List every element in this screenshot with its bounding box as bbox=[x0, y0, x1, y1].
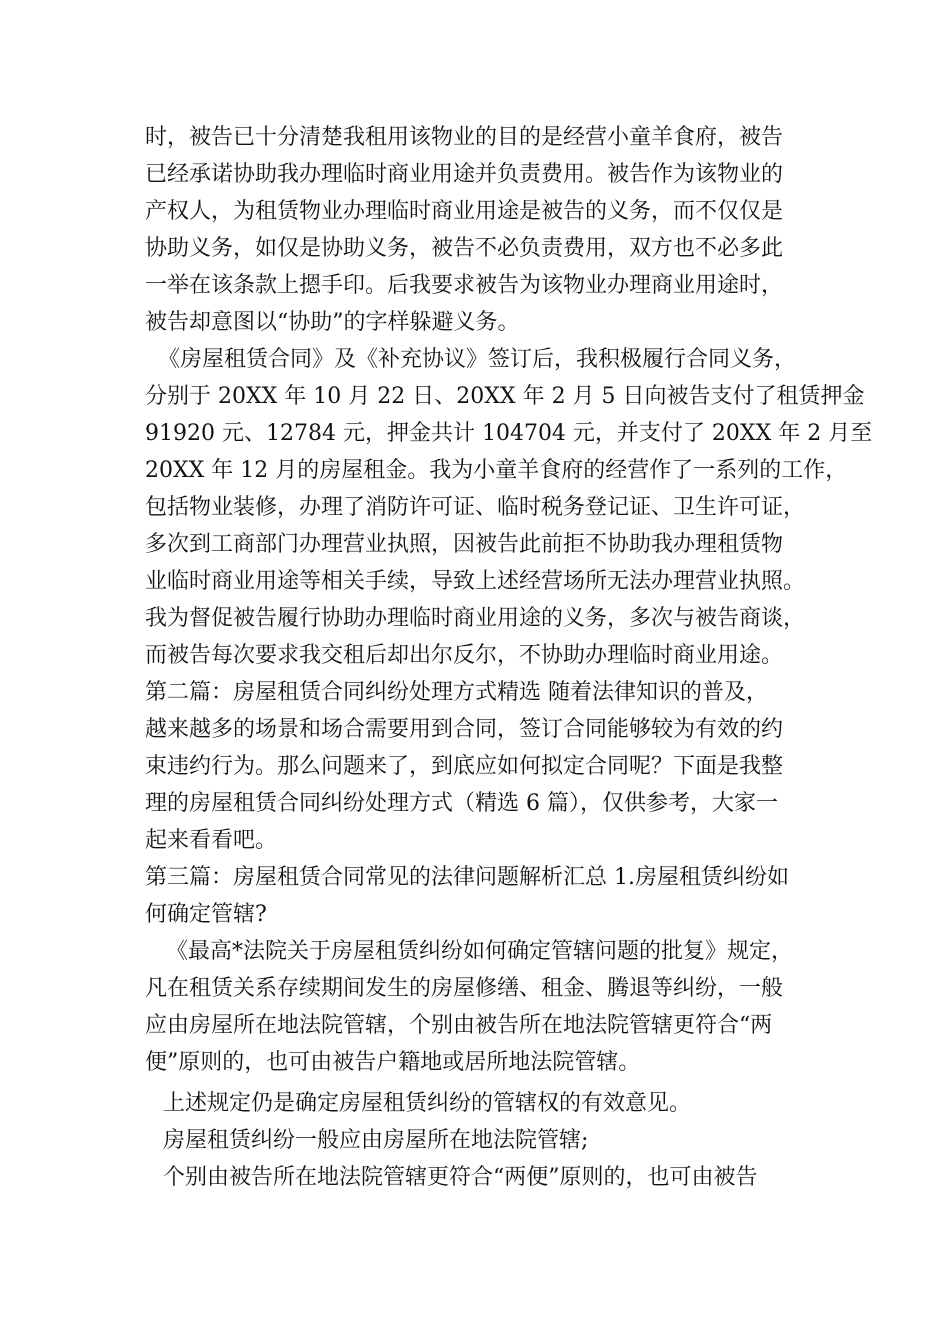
text-line: 包括物业装修，办理了消防许可证、临时税务登记证、卫生许可证， bbox=[145, 495, 806, 520]
text-line: 我为督促被告履行协助办理临时商业用途的义务，多次与被告商谈， bbox=[145, 606, 806, 631]
text-line: 91920 元、12784 元，押金共计 104704 元，并支付了 20XX 年 2 月至 bbox=[145, 421, 873, 446]
text-line: 便”原则的，也可由被告户籍地或居所地法院管辖。 bbox=[145, 1050, 641, 1075]
text-line: 产权人，为租赁物业办理临时商业用途是被告的义务，而不仅仅是 bbox=[145, 199, 784, 224]
text-line: 理的房屋租赁合同纠纷处理方式（精选 6 篇），仅供参考，大家一 bbox=[145, 791, 778, 816]
text-line: 起来看看吧。 bbox=[145, 828, 278, 853]
text-line: 分别于 20XX 年 10 月 22 日、20XX 年 2 月 5 日向被告支付了租赁押金 bbox=[145, 384, 865, 409]
text-line: 协助义务，如仅是协助义务，被告不必负责费用，双方也不必多此 bbox=[145, 236, 784, 261]
text-line: 而被告每次要求我交租后却出尔反尔，不协助办理临时商业用途。 bbox=[145, 643, 784, 668]
text-line: 一举在该条款上摁手印。后我要求被告为该物业办理商业用途时， bbox=[145, 273, 784, 298]
text-line: 个别由被告所在地法院管辖更符合“两便”原则的，也可由被告 bbox=[163, 1165, 758, 1190]
text-line: 业临时商业用途等相关手续，导致上述经营场所无法办理营业执照。 bbox=[145, 569, 806, 594]
text-line: 《最高*法院关于房屋租赁纠纷如何确定管辖问题的批复》规定， bbox=[166, 939, 794, 964]
text-line: 多次到工商部门办理营业执照，因被告此前拒不协助我办理租赁物 bbox=[145, 532, 784, 557]
section-heading-line: 第二篇：房屋租赁合同纠纷处理方式精选 随着法律知识的普及， bbox=[145, 680, 768, 705]
text-line: 20XX 年 12 月的房屋租金。我为小童羊食府的经营作了一系列的工作， bbox=[145, 458, 848, 483]
text-line: 凡在租赁关系存续期间发生的房屋修缮、租金、腾退等纠纷，一般 bbox=[145, 976, 784, 1001]
text-line: 房屋租赁纠纷一般应由房屋所在地法院管辖; bbox=[163, 1128, 589, 1153]
text-line: 《房屋租赁合同》及《补充协议》签订后，我积极履行合同义务， bbox=[158, 347, 797, 372]
section-heading-line: 第三篇：房屋租赁合同常见的法律问题解析汇总 1.房屋租赁纠纷如 bbox=[145, 865, 789, 890]
text-line: 时，被告已十分清楚我租用该物业的目的是经营小童羊食府，被告 bbox=[145, 125, 784, 150]
text-line: 被告却意图以“协助”的字样躲避义务。 bbox=[145, 310, 520, 335]
text-line: 越来越多的场景和场合需要用到合同，签订合同能够较为有效的约 bbox=[145, 717, 784, 742]
text-line: 束违约行为。那么问题来了，到底应如何拟定合同呢？下面是我整 bbox=[145, 754, 784, 779]
text-line: 上述规定仍是确定房屋租赁纠纷的管辖权的有效意见。 bbox=[163, 1091, 692, 1116]
text-line: 何确定管辖? bbox=[145, 902, 267, 927]
text-line: 应由房屋所在地法院管辖，个别由被告所在地法院管辖更符合“两 bbox=[145, 1013, 773, 1038]
text-line: 已经承诺协助我办理临时商业用途并负责费用。被告作为该物业的 bbox=[145, 162, 784, 187]
